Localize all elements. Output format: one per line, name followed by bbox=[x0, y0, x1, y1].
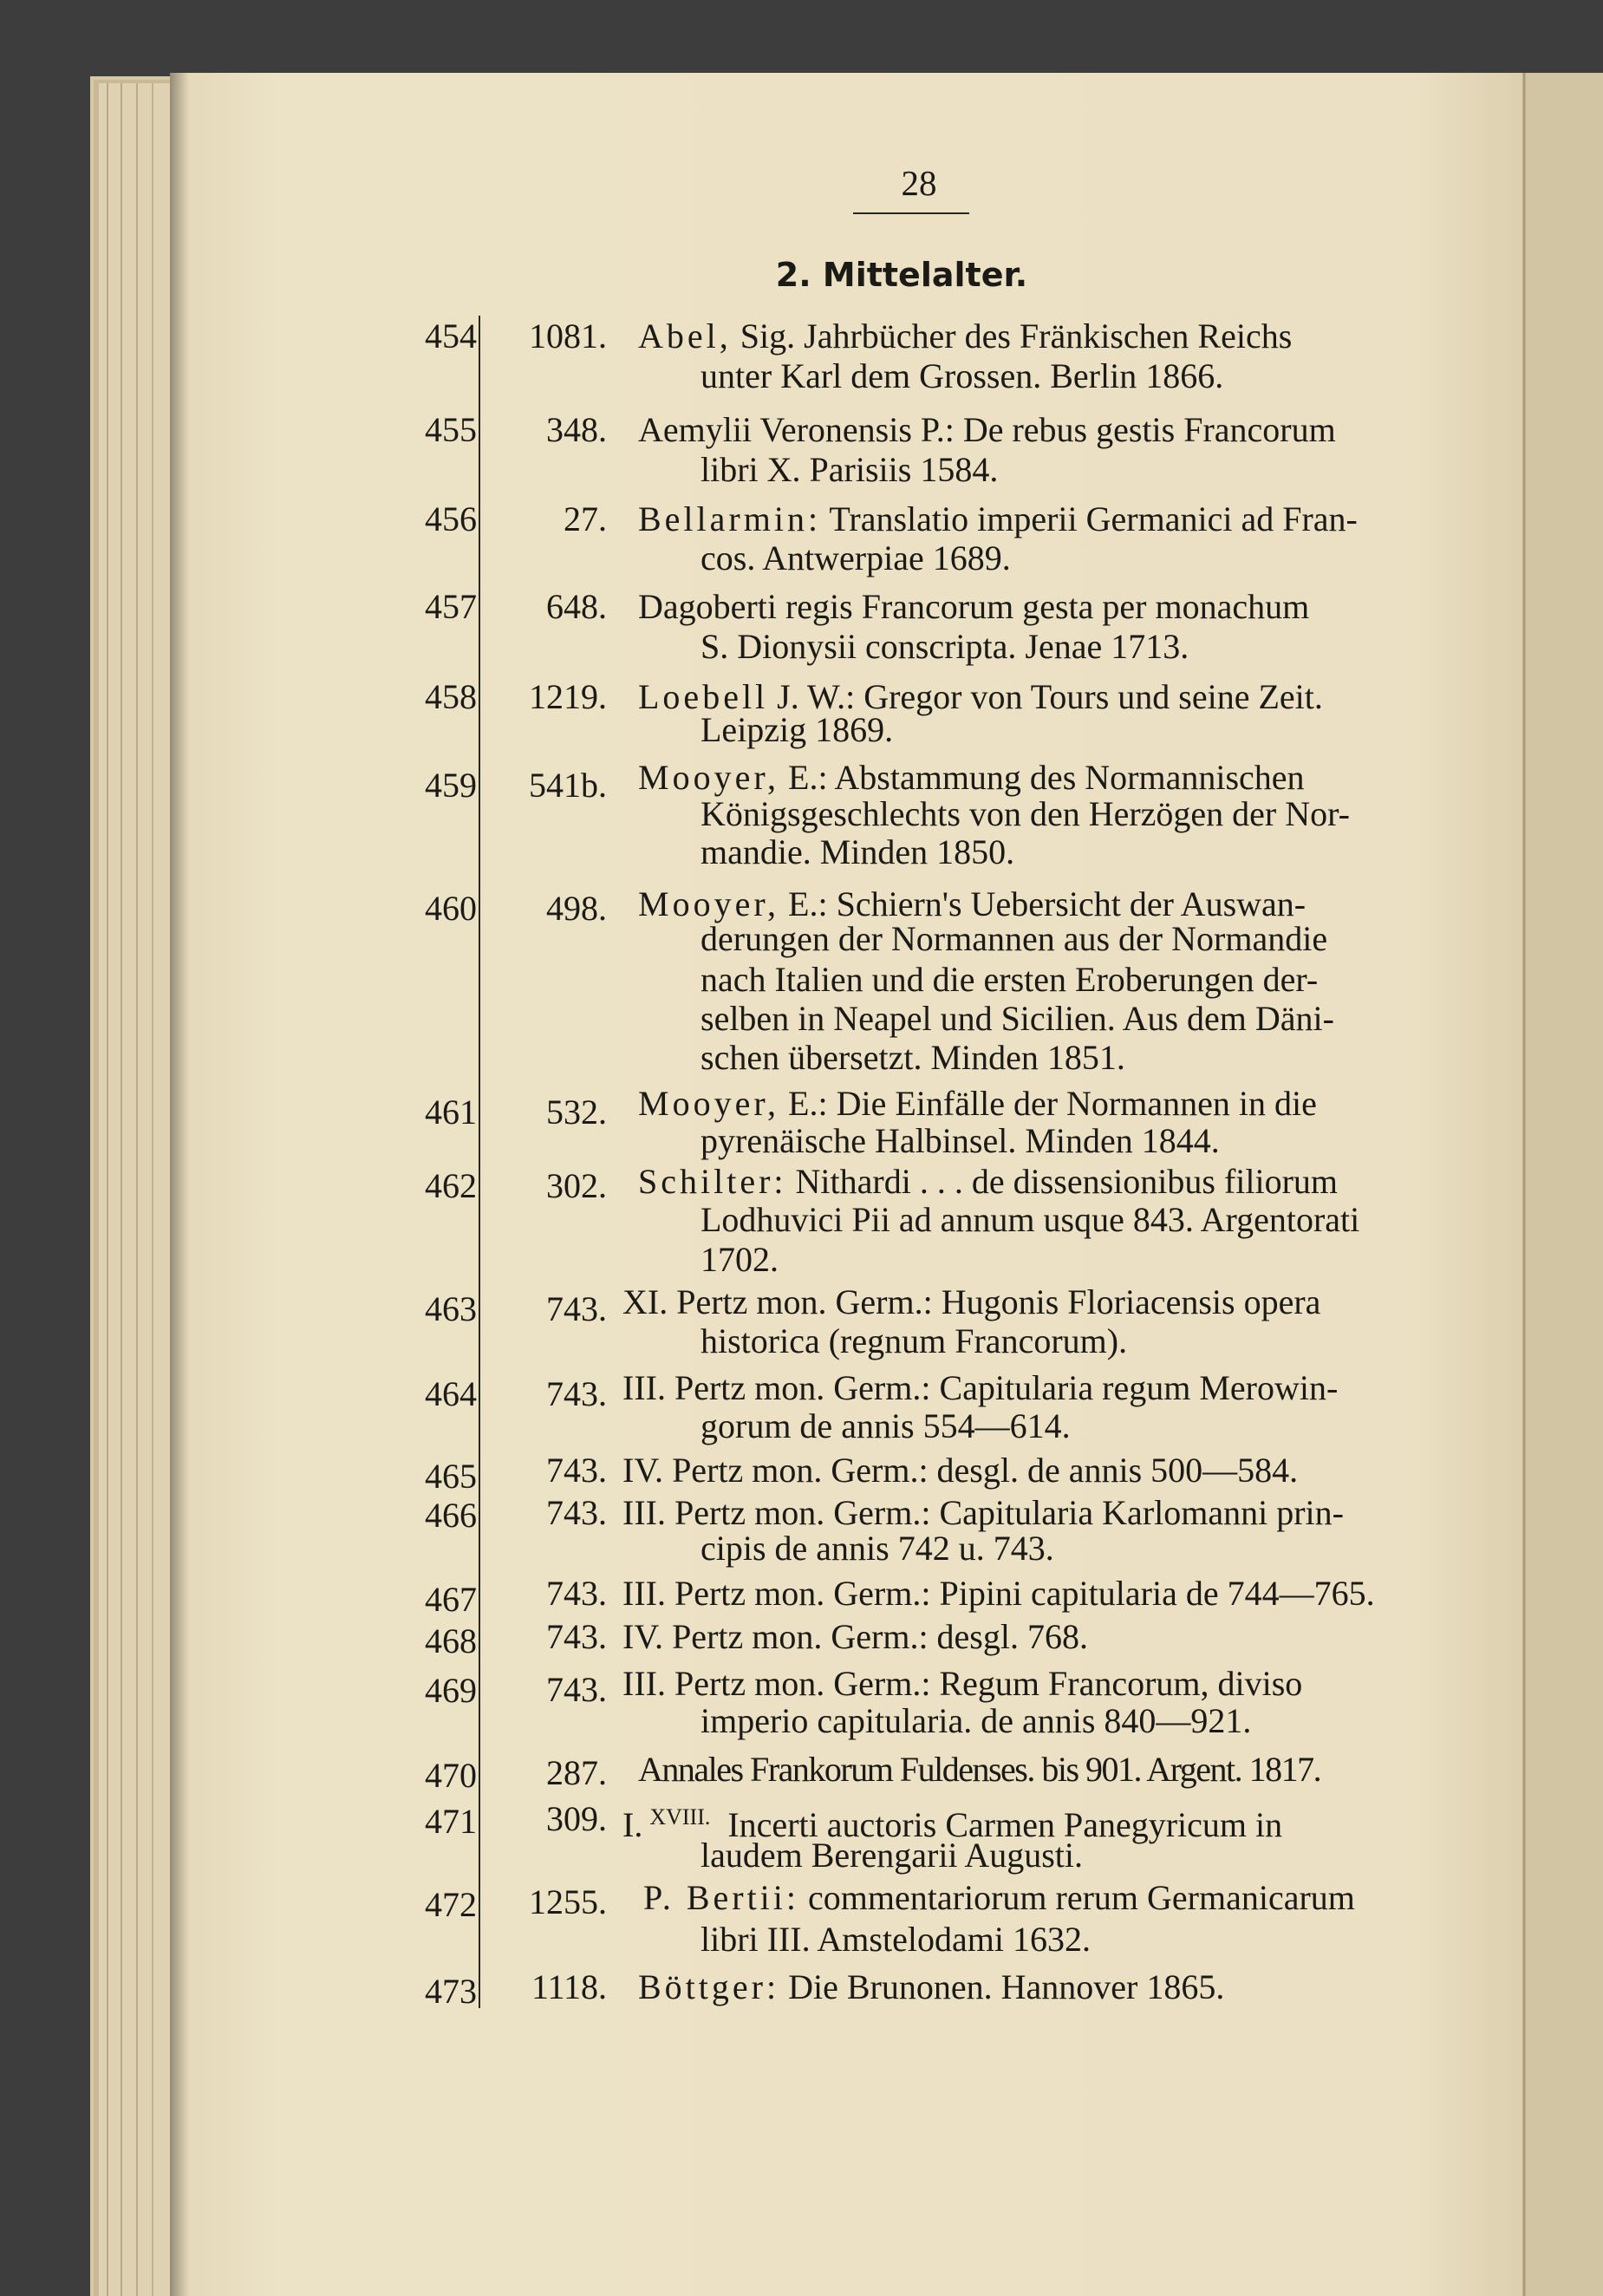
entry-first-line bbox=[622, 1368, 1420, 1408]
inventory-number: 454 bbox=[425, 316, 477, 355]
inventory-number: 471 bbox=[425, 1802, 477, 1841]
reference-number: 302. bbox=[546, 1166, 607, 1205]
inventory-number: 456 bbox=[425, 499, 477, 538]
reference-number: 1118. bbox=[531, 1967, 607, 2006]
entry-continuation: unter Karl dem Grossen. Berlin 1866. bbox=[700, 356, 1224, 395]
entry-author: Mooyer, bbox=[638, 1084, 780, 1123]
entry-title: Translatio imperii Germanici ad Fran- bbox=[829, 499, 1358, 538]
inventory-number: 469 bbox=[425, 1671, 477, 1710]
reference-number: 1255. bbox=[529, 1882, 607, 1921]
reference-number: 532. bbox=[546, 1093, 607, 1132]
entry-continuation: historica (regnum Francorum). bbox=[700, 1321, 1128, 1360]
entry-continuation: derungen der Normannen aus der Normandie bbox=[700, 919, 1328, 958]
entry-author: Bellarmin: bbox=[638, 499, 822, 538]
entry-first-line bbox=[638, 758, 1436, 798]
entry-continuation: cipis de annis 742 u. 743. bbox=[700, 1529, 1054, 1568]
volume-number: III. bbox=[622, 1574, 666, 1613]
entry-first-line bbox=[622, 1617, 1420, 1657]
entry-title: commentariorum rerum Germanicarum bbox=[808, 1878, 1355, 1917]
entry-title: J. W.: Gregor von Tours und seine Zeit. bbox=[777, 677, 1323, 716]
entry-first-line bbox=[643, 1878, 1441, 1918]
reference-number: 743. bbox=[546, 1493, 607, 1532]
entry-continuation: S. Dionysii conscripta. Jenae 1713. bbox=[700, 627, 1189, 666]
entry-first-line: Annales Frankorum Fuldenses. bis 901. Argent. 1817. bbox=[638, 1750, 1321, 1789]
entry-continuation: Leipzig 1869. bbox=[700, 710, 894, 749]
volume-number: III. bbox=[622, 1493, 666, 1532]
entry-continuation: libri X. Parisiis 1584. bbox=[700, 450, 999, 489]
volume-number: III. bbox=[622, 1664, 666, 1703]
entry-first-line: Dagoberti regis Francorum gesta per monachum bbox=[638, 587, 1310, 626]
entry-title: Pertz mon. Germ.: Capitularia Karlomanni prin- bbox=[674, 1493, 1344, 1532]
entry-first-line bbox=[622, 1797, 1420, 1844]
section-title: 2. Mittelalter. bbox=[775, 256, 1028, 294]
entry-first-line bbox=[622, 1282, 1420, 1322]
reference-number: 743. bbox=[546, 1670, 607, 1709]
reference-number: 1219. bbox=[529, 677, 607, 716]
reference-number: 348. bbox=[546, 410, 607, 449]
reference-number: 743. bbox=[546, 1451, 607, 1490]
entry-author: Abel, bbox=[638, 316, 732, 355]
entry-title: Die Brunonen. Hannover 1865. bbox=[788, 1967, 1225, 2006]
entry-author: Schilter: bbox=[638, 1162, 787, 1201]
reference-number: 743. bbox=[546, 1617, 607, 1656]
entry-continuation: mandie. Minden 1850. bbox=[700, 832, 1015, 871]
entry-title: Sig. Jahrbücher des Fränkischen Reichs bbox=[740, 316, 1293, 355]
entry-title: Pertz mon. Germ.: Regum Francorum, diviso bbox=[674, 1664, 1303, 1703]
inventory-number: 463 bbox=[425, 1289, 477, 1328]
inventory-number: 473 bbox=[425, 1972, 477, 2011]
entry-continuation: laudem Berengarii Augusti. bbox=[700, 1836, 1084, 1875]
page-number: 28 bbox=[901, 163, 937, 203]
entry-first-line bbox=[638, 316, 1436, 356]
entry-title: Pertz mon. Germ.: desgl. de annis 500—584. bbox=[672, 1451, 1299, 1490]
inventory-number: 460 bbox=[425, 889, 477, 928]
entry-title: E.: Abstammung des Normannischen bbox=[788, 758, 1305, 797]
entry-author: Loebell bbox=[638, 677, 769, 716]
entry-continuation: Königsgeschlechts von den Herzögen der Nor- bbox=[700, 794, 1350, 833]
entry-first-line bbox=[638, 1967, 1436, 2007]
volume-number: IV. bbox=[622, 1451, 664, 1490]
inventory-number: 466 bbox=[425, 1496, 477, 1535]
inventory-number: 468 bbox=[425, 1621, 477, 1660]
entry-continuation: Lodhuvici Pii ad annum usque 843. Argentorati bbox=[700, 1200, 1360, 1239]
entry-title: Nithardi . . . de dissensionibus filiorum bbox=[795, 1162, 1339, 1201]
entry-continuation: selben in Neapel und Sicilien. Aus dem Däni- bbox=[700, 999, 1334, 1038]
inventory-number: 467 bbox=[425, 1580, 477, 1619]
entry-title: Pertz mon. Germ.: desgl. 768. bbox=[672, 1617, 1088, 1656]
entry-first-line: Aemylii Veronensis P.: De rebus gestis Francorum bbox=[638, 410, 1336, 449]
entry-title: E.: Schiern's Uebersicht der Auswan- bbox=[788, 884, 1307, 923]
inventory-number: 461 bbox=[425, 1093, 477, 1132]
entry-author: Mooyer, bbox=[638, 758, 780, 797]
reference-number: 648. bbox=[546, 587, 607, 626]
entry-continuation: 1702. bbox=[700, 1240, 779, 1279]
entry-first-line bbox=[622, 1493, 1420, 1533]
inventory-number: 457 bbox=[425, 587, 477, 626]
inventory-number: 455 bbox=[425, 410, 477, 449]
inventory-number: 465 bbox=[425, 1457, 477, 1496]
entry-continuation: libri III. Amstelodami 1632. bbox=[700, 1920, 1091, 1959]
entry-continuation: nach Italien und die ersten Eroberungen der- bbox=[700, 960, 1319, 999]
entry-author: Mooyer, bbox=[638, 884, 780, 923]
entry-continuation: cos. Antwerpiae 1689. bbox=[700, 538, 1011, 577]
entry-continuation: pyrenäische Halbinsel. Minden 1844. bbox=[700, 1121, 1220, 1160]
entry-first-line bbox=[638, 1084, 1436, 1124]
reference-number: 541b. bbox=[529, 766, 607, 805]
entry-title: Pertz mon. Germ.: Capitularia regum Merowin- bbox=[674, 1368, 1339, 1407]
reference-number: 743. bbox=[546, 1574, 607, 1613]
entry-title: Pertz mon. Germ.: Pipini capitularia de 744—765. bbox=[674, 1574, 1375, 1613]
inventory-number: 459 bbox=[425, 766, 477, 805]
entry-author: P. Bertii: bbox=[643, 1878, 800, 1917]
inventory-number: 470 bbox=[425, 1756, 477, 1795]
reference-number: 309. bbox=[546, 1799, 607, 1838]
inventory-number: 464 bbox=[425, 1374, 477, 1413]
entry-first-line bbox=[638, 499, 1436, 539]
reference-number: 498. bbox=[546, 889, 607, 928]
entry-continuation: schen übersetzt. Minden 1851. bbox=[700, 1038, 1125, 1077]
volume-superscript: XVIII. bbox=[649, 1804, 711, 1830]
entry-continuation: gorum de annis 554—614. bbox=[700, 1406, 1071, 1445]
volume-number: IV. bbox=[622, 1617, 664, 1656]
reference-number: 743. bbox=[546, 1289, 607, 1328]
entry-first-line bbox=[622, 1451, 1420, 1490]
volume-number: XI. bbox=[622, 1282, 668, 1321]
entry-first-line bbox=[622, 1574, 1420, 1614]
reference-number: 743. bbox=[546, 1374, 607, 1413]
entry-first-line bbox=[638, 1162, 1436, 1202]
reference-number: 1081. bbox=[529, 316, 607, 355]
volume-number: I. bbox=[622, 1805, 643, 1844]
inventory-number: 458 bbox=[425, 677, 477, 716]
entry-author: Böttger: bbox=[638, 1967, 780, 2006]
entry-title: E.: Die Einfälle der Normannen in die bbox=[788, 1084, 1317, 1123]
reference-number: 287. bbox=[546, 1753, 607, 1792]
inventory-number: 462 bbox=[425, 1166, 477, 1205]
entry-title: Incerti auctoris Carmen Panegyricum in bbox=[727, 1805, 1283, 1844]
reference-number: 27. bbox=[564, 499, 607, 538]
inventory-number: 472 bbox=[425, 1885, 477, 1924]
volume-number: III. bbox=[622, 1368, 666, 1407]
entry-first-line bbox=[622, 1664, 1420, 1704]
entry-title: Pertz mon. Germ.: Hugonis Floriacensis opera bbox=[676, 1282, 1321, 1321]
entry-continuation: imperio capitularia. de annis 840—921. bbox=[700, 1701, 1252, 1740]
